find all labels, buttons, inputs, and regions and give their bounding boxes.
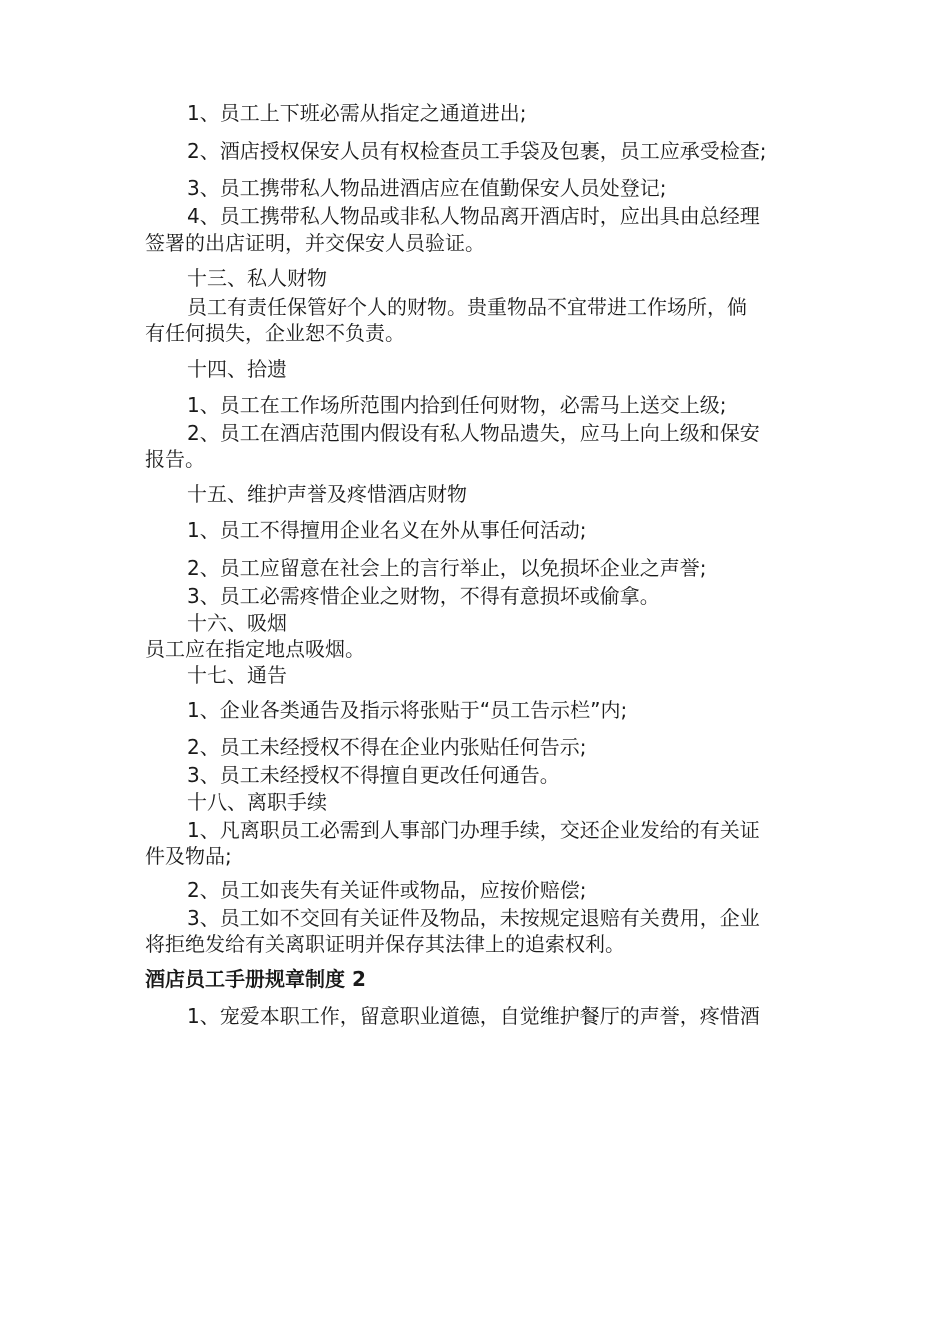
paragraph-line: 件及物品; — [145, 844, 232, 868]
paragraph-line: 有任何损失，企业恕不负责。 — [145, 321, 405, 345]
paragraph-line: 1、员工上下班必需从指定之通道进出; — [187, 101, 527, 125]
paragraph-line: 签署的出店证明，并交保安人员验证。 — [145, 231, 485, 255]
section-heading: 十七、通告 — [187, 663, 287, 687]
paragraph-line: 1、员工不得擅用企业名义在外从事任何活动; — [187, 518, 587, 542]
paragraph-line: 2、员工未经授权不得在企业内张贴任何告示; — [187, 735, 587, 759]
paragraph-line: 2、员工如丧失有关证件或物品，应按价赔偿; — [187, 878, 587, 902]
section-heading: 十五、维护声誉及疼惜酒店财物 — [187, 482, 467, 506]
section-heading: 十三、私人财物 — [187, 266, 327, 290]
section-heading: 十六、吸烟 — [187, 611, 287, 635]
paragraph-line: 员工应在指定地点吸烟。 — [145, 637, 365, 661]
paragraph-line: 1、宠爱本职工作，留意职业道德，自觉维护餐厅的声誉，疼惜酒 — [187, 1004, 760, 1028]
paragraph-line: 4、员工携带私人物品或非私人物品离开酒店时，应出具由总经理 — [187, 204, 760, 228]
paragraph-line: 3、员工如不交回有关证件及物品，未按规定退赔有关费用，企业 — [187, 906, 760, 930]
paragraph-line: 2、员工应留意在社会上的言行举止，以免损坏企业之声誉; — [187, 556, 707, 580]
section-heading: 十八、离职手续 — [187, 790, 327, 814]
paragraph-line: 1、凡离职员工必需到人事部门办理手续，交还企业发给的有关证 — [187, 818, 760, 842]
paragraph-line: 员工有责任保管好个人的财物。贵重物品不宜带进工作场所，倘 — [187, 295, 747, 319]
section-heading: 十四、拾遗 — [187, 357, 287, 381]
section-title: 酒店员工手册规章制度 2 — [145, 967, 366, 991]
paragraph-line: 3、员工必需疼惜企业之财物，不得有意损坏或偷拿。 — [187, 584, 660, 608]
paragraph-line: 1、员工在工作场所范围内拾到任何财物，必需马上送交上级; — [187, 393, 727, 417]
paragraph-line: 2、员工在酒店范围内假设有私人物品遗失，应马上向上级和保安 — [187, 421, 760, 445]
paragraph-line: 2、酒店授权保安人员有权检查员工手袋及包裹，员工应承受检查; — [187, 139, 767, 163]
paragraph-line: 3、员工携带私人物品进酒店应在值勤保安人员处登记; — [187, 176, 667, 200]
paragraph-line: 将拒绝发给有关离职证明并保存其法律上的追索权利。 — [145, 932, 625, 956]
paragraph-line: 1、企业各类通告及指示将张贴于“员工告示栏”内; — [187, 698, 628, 722]
paragraph-line: 报告。 — [145, 447, 205, 471]
paragraph-line: 3、员工未经授权不得擅自更改任何通告。 — [187, 763, 560, 787]
